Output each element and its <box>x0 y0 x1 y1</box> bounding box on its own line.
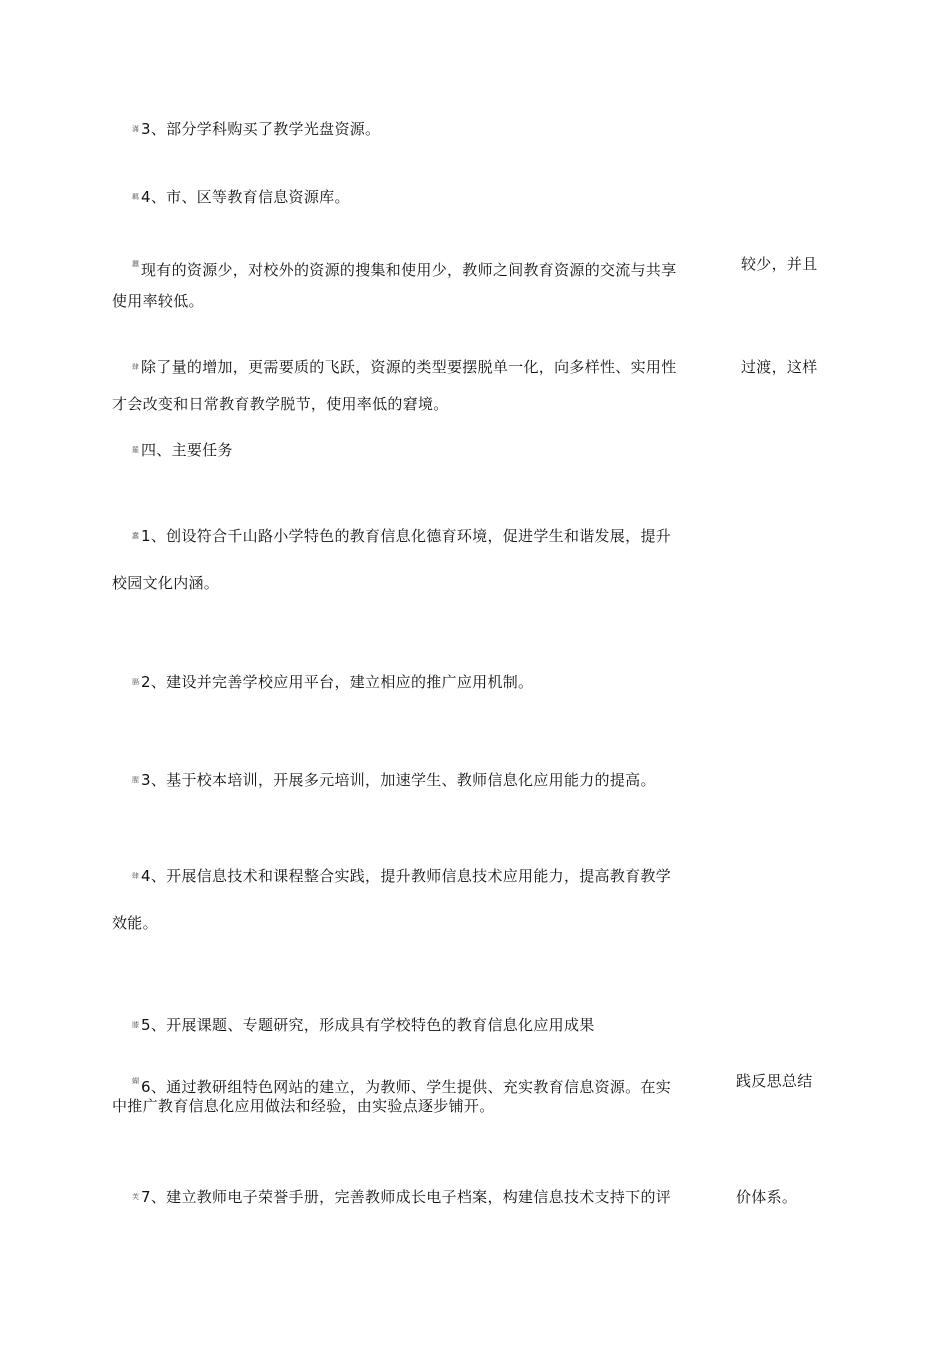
paragraph-resources-line1 <box>132 255 677 279</box>
paragraph-text: 3、部分学科购买了教学光盘资源。 <box>141 120 381 138</box>
paragraph-text: 4、市、区等教育信息资源库。 <box>141 188 350 206</box>
task-item-7 <box>132 1188 671 1206</box>
section-heading <box>132 441 233 459</box>
task-item-6-line1 <box>132 1072 671 1096</box>
margin-mark: 膈 <box>132 678 139 686</box>
task-item-6-line2: 中推广教育信息化应用做法和经验，由实验点逐步铺开。 <box>112 1097 495 1115</box>
task-item-2 <box>132 673 533 691</box>
margin-mark: 肆 <box>132 363 139 371</box>
task-text: 4、开展信息技术和课程整合实践，提升教师信息技术应用能力，提高教育教学 <box>141 867 672 885</box>
task-item-3 <box>132 771 656 789</box>
margin-mark: 芙 <box>132 1193 139 1201</box>
task-text: 5、开展课题、专题研究，形成具有学校特色的教育信息化应用成果 <box>141 1016 595 1034</box>
section-heading-text: 四、主要任务 <box>141 441 233 459</box>
task-item-1-line1 <box>132 527 671 545</box>
margin-mark: 羅 <box>132 446 139 454</box>
task-text: 7、建立教师电子荣誉手册，完善教师成长电子档案，构建信息技术支持下的评 <box>141 1188 672 1206</box>
task-item-4-line2: 效能。 <box>112 914 158 932</box>
task-item-7-tail: 价体系。 <box>736 1188 798 1206</box>
task-item-5 <box>132 1016 595 1034</box>
paragraph-text: 现有的资源少，对校外的资源的搜集和使用少，教师之间教育资源的交流与共享 <box>141 261 677 279</box>
task-item-4-line1 <box>132 867 671 885</box>
margin-mark: 腥 <box>132 776 139 784</box>
margin-mark: 蝴 <box>132 1077 139 1085</box>
margin-mark: 蠢 <box>132 532 139 540</box>
task-text: 2、建设并完善学校应用平台，建立相应的推广应用机制。 <box>141 673 534 691</box>
paragraph-text: 除了量的增加，更需要质的飞跃，资源的类型要摆脱单一化，向多样性、实用性 <box>141 358 677 376</box>
paragraph-item-3 <box>132 120 380 138</box>
task-text: 3、基于校本培训，开展多元培训，加速学生、教师信息化应用能力的提高。 <box>141 771 656 789</box>
task-item-1-line2: 校园文化内涵。 <box>112 574 220 592</box>
margin-mark: 蠶 <box>132 260 139 268</box>
paragraph-quality-line1-tail: 过渡，这样 <box>741 358 818 376</box>
task-item-6-line1-tail: 践反思总结 <box>736 1072 813 1090</box>
paragraph-resources-line1-tail: 较少，并且 <box>741 255 818 273</box>
margin-mark: 膝 <box>132 1021 139 1029</box>
margin-mark: 肆 <box>132 872 139 880</box>
task-text: 1、创设符合千山路小学特色的教育信息化德育环境，促进学生和谐发展，提升 <box>141 527 672 545</box>
paragraph-quality-line1 <box>132 358 677 376</box>
margin-mark: 羁 <box>132 193 139 201</box>
margin-mark: 滿 <box>132 125 139 133</box>
paragraph-quality-line2: 才会改变和日常教育教学脱节，使用率低的窘境。 <box>112 395 449 413</box>
paragraph-resources-line2: 使用率较低。 <box>112 292 204 310</box>
paragraph-item-4 <box>132 188 350 206</box>
task-text: 6、通过教研组特色网站的建立，为教师、学生提供、充实教育信息资源。在实 <box>141 1078 672 1096</box>
